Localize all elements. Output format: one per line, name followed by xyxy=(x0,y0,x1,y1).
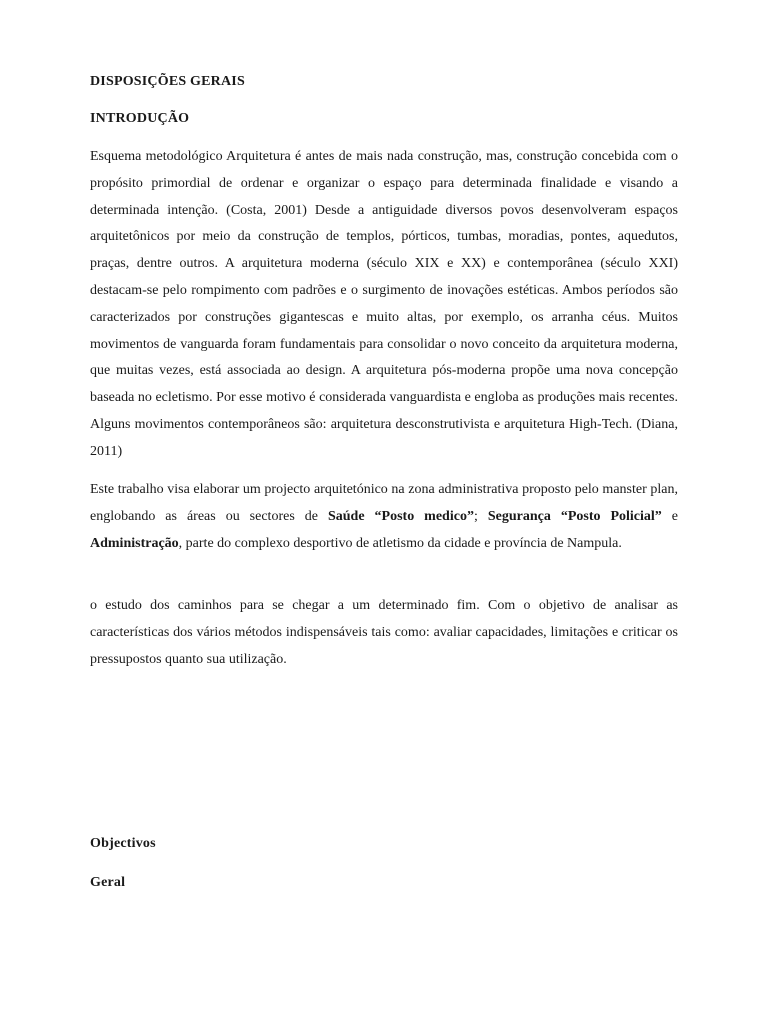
work-paragraph xyxy=(90,477,678,557)
document-title: DISPOSIÇÕES GERAIS xyxy=(90,74,245,89)
intro-paragraph: Esquema metodológico Arquitetura é antes de mais nada construção, mas, construção concebida com o propósito primordial de ordenar e organizar o espaço para determinada finalidade e visando a determinada intenção. (Costa, 2001) Desde a antiguidade diversos povos desenvolveram espaços arquitetônicos por meio da construção de templos, pórticos, tumbas, moradias, pontes, aquedutos, praças, dentre outros. A arquitetura moderna (século XIX e XX) e contemporânea (século XXI) destacam-se pelo rompimento com padrões e o surgimento de inovações estéticas. Ambos períodos são caracterizados por construções gigantescas e muito altas, por exemplo, os arranha céus. Muitos movimentos de vanguarda foram fundamentais para consolidar o novo conceito da arquitetura moderna, que muitas vezes, está associada ao design. A arquitetura pós-moderna propõe uma nova concepção baseada no ecletismo. Por esse motivo é considerada vanguardista e engloba as produções mais recentes. Alguns movimentos contemporâneos são: arquitetura desconstrutivista e arquitetura High-Tech. (Diana, 2011) xyxy=(90,149,678,459)
section-heading-general: Geral xyxy=(90,875,126,890)
work-bold-administracao: Administração xyxy=(90,535,179,551)
study-paragraph: o estudo dos caminhos para se chegar a um determinado fim. Com o objetivo de analisar as características dos vários métodos indispensáveis tais como: avaliar capacidades, limitações e criticar os pressupostos quanto sua utilização. xyxy=(90,598,678,667)
work-text-4: , parte do complexo desportivo de atletismo da cidade e província de Nampula. xyxy=(178,535,622,551)
work-bold-seguranca: Segurança “Posto Policial” xyxy=(487,508,662,524)
work-text-2: ; xyxy=(473,508,488,524)
section-heading-introduction: INTRODUÇÃO xyxy=(90,111,190,126)
work-text-1: Este trabalho visa elaborar um projecto arquitetónico na zona administrativa proposto pelo manster plan, englobando as áreas ou sectores de xyxy=(90,482,678,524)
section-heading-objectives: Objectivos xyxy=(90,836,156,851)
work-bold-saude: Saúde “Posto medico” xyxy=(327,508,474,524)
document-page xyxy=(90,0,678,1024)
work-text-3: e xyxy=(661,508,679,524)
